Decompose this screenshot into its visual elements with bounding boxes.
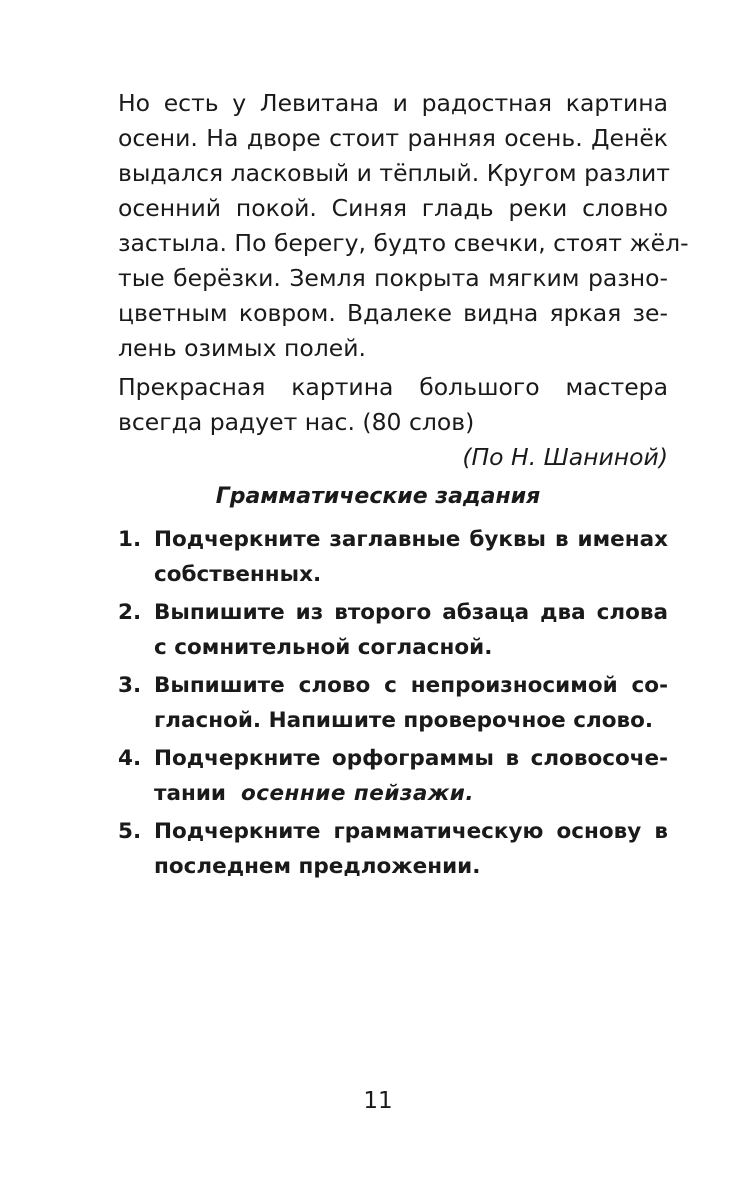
task-line: Подчеркните орфограммы в словосоче- — [154, 746, 668, 771]
task-line: Подчеркните грамматическую основу в — [154, 819, 668, 844]
task-item — [118, 595, 668, 665]
task-item — [118, 741, 668, 811]
emphasized-phrase: осенние пейзажи. — [240, 781, 475, 806]
task-number: 2. — [118, 600, 142, 625]
task-line: последнем предложении. — [154, 854, 481, 879]
paragraph-line: тые берёзки. Земля покрыта мягким разно- — [118, 264, 668, 292]
task-number: 1. — [118, 527, 142, 552]
paragraph-line: осени. На дворе стоит ранняя осень. Денёк — [118, 124, 668, 152]
paragraph-line: всегда радует нас. (80 слов) — [118, 408, 475, 436]
task-line: гласной. Напишите проверочное слово. — [154, 708, 654, 733]
task-item — [118, 814, 668, 884]
page-number: 11 — [363, 1088, 393, 1114]
paragraph-line: осенний покой. Синяя гладь реки словно — [118, 194, 668, 222]
paragraph-line: застыла. По берегу, будто свечки, стоят жёл- — [118, 229, 689, 257]
task-line-with-emphasis — [154, 776, 668, 811]
task-number: 3. — [118, 673, 142, 698]
task-line: Выпишите из второго абзаца два слова — [154, 600, 668, 625]
tasks-list — [118, 522, 668, 887]
paragraph-2 — [118, 370, 668, 440]
paragraph-line: цветным ковром. Вдалеке видна яркая зе- — [118, 299, 668, 327]
task-line: собственных. — [154, 562, 322, 587]
task-line: Выпишите слово с непроизносимой со- — [154, 673, 668, 698]
task-number: 4. — [118, 746, 142, 771]
paragraph-line: выдался ласковый и тёплый. Кругом разлит — [118, 159, 670, 187]
task-line: с сомнительной согласной. — [154, 635, 493, 660]
paragraph-1 — [118, 86, 689, 366]
task-number: 5. — [118, 819, 142, 844]
tasks-heading: Грамматические задания — [215, 484, 541, 509]
source-attribution: (По Н. Шаниной) — [462, 443, 668, 471]
task-line: Подчеркните заглавные буквы в именах — [154, 527, 668, 552]
task-item — [118, 522, 668, 592]
paragraph-line: Но есть у Левитана и радостная картина — [118, 89, 668, 117]
paragraph-line: Прекрасная картина большого мастера — [118, 373, 668, 401]
task-item — [118, 668, 668, 738]
paragraph-line: лень озимых полей. — [118, 334, 366, 362]
task-line-text: тании — [154, 781, 226, 806]
